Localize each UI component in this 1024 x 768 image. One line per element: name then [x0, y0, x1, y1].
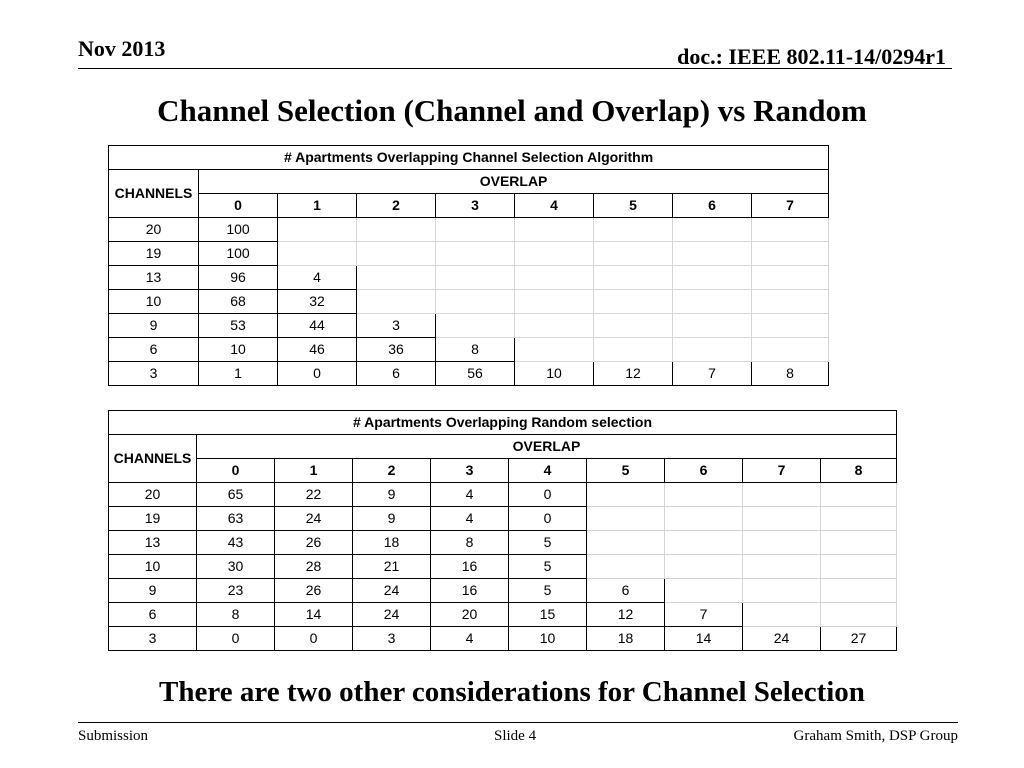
value-cell: 10 [199, 338, 278, 362]
value-cell: 0 [275, 627, 353, 651]
value-cell: 30 [197, 555, 275, 579]
value-cell: 8 [752, 362, 829, 386]
overlap-column-header: 8 [821, 459, 897, 483]
value-cell: 6 [587, 579, 665, 603]
value-cell [665, 579, 743, 603]
value-cell: 14 [275, 603, 353, 627]
value-cell: 5 [509, 531, 587, 555]
overlap-column-header: 1 [278, 194, 357, 218]
value-cell: 1 [199, 362, 278, 386]
value-cell: 4 [278, 266, 357, 290]
value-cell [587, 531, 665, 555]
channel-cell: 13 [109, 531, 197, 555]
value-cell [515, 338, 594, 362]
overlap-column-header: 3 [431, 459, 509, 483]
value-cell [587, 507, 665, 531]
conclusion-statement: There are two other considerations for Channel Selection [159, 676, 865, 708]
value-cell [587, 483, 665, 507]
value-cell: 68 [199, 290, 278, 314]
value-cell: 43 [197, 531, 275, 555]
value-cell [673, 242, 752, 266]
table-row [109, 266, 829, 290]
value-cell: 9 [353, 483, 431, 507]
value-cell [515, 266, 594, 290]
value-cell [673, 218, 752, 242]
value-cell [743, 507, 821, 531]
value-cell: 26 [275, 579, 353, 603]
value-cell: 18 [587, 627, 665, 651]
table-caption: # Apartments Overlapping Random selection [109, 411, 897, 435]
value-cell: 22 [275, 483, 353, 507]
value-cell [515, 242, 594, 266]
channel-cell: 10 [109, 555, 197, 579]
table-row [109, 314, 829, 338]
value-cell: 63 [197, 507, 275, 531]
value-cell: 12 [594, 362, 673, 386]
value-cell: 7 [665, 603, 743, 627]
channels-header: CHANNELS [109, 170, 199, 218]
table-row [109, 362, 829, 386]
value-cell [515, 290, 594, 314]
value-cell: 36 [357, 338, 436, 362]
channel-selection-table [108, 145, 829, 386]
footer-author: Graham Smith, DSP Group [793, 728, 958, 744]
value-cell: 4 [431, 507, 509, 531]
value-cell: 0 [509, 483, 587, 507]
value-cell: 100 [199, 242, 278, 266]
value-cell: 10 [509, 627, 587, 651]
value-cell [665, 531, 743, 555]
overlap-column-header: 1 [275, 459, 353, 483]
channel-cell: 6 [109, 603, 197, 627]
table-row [109, 531, 897, 555]
header-doc-id: doc.: IEEE 802.11-14/0294r1 [677, 44, 946, 69]
value-cell [436, 242, 515, 266]
table-row [109, 579, 897, 603]
value-cell: 9 [353, 507, 431, 531]
channels-header: CHANNELS [109, 435, 197, 483]
value-cell: 15 [509, 603, 587, 627]
value-cell [594, 314, 673, 338]
footer-divider [78, 722, 958, 723]
channel-cell: 20 [109, 218, 199, 242]
value-cell [821, 483, 897, 507]
random-selection-table [108, 410, 897, 651]
table-row [109, 290, 829, 314]
channel-cell: 3 [109, 362, 199, 386]
overlap-column-header: 6 [665, 459, 743, 483]
overlap-column-header: 2 [357, 194, 436, 218]
value-cell [743, 579, 821, 603]
value-cell: 0 [197, 627, 275, 651]
value-cell: 32 [278, 290, 357, 314]
value-cell: 46 [278, 338, 357, 362]
value-cell: 26 [275, 531, 353, 555]
value-cell [436, 290, 515, 314]
value-cell [594, 290, 673, 314]
channel-cell: 9 [109, 579, 197, 603]
overlap-column-header: 7 [743, 459, 821, 483]
table-row [109, 627, 897, 651]
overlap-column-header: 4 [515, 194, 594, 218]
value-cell: 24 [743, 627, 821, 651]
overlap-column-header: 4 [509, 459, 587, 483]
overlap-column-header: 0 [199, 194, 278, 218]
value-cell: 8 [197, 603, 275, 627]
value-cell [743, 483, 821, 507]
value-cell [821, 507, 897, 531]
value-cell [357, 218, 436, 242]
overlap-column-header: 3 [436, 194, 515, 218]
value-cell [357, 266, 436, 290]
table-caption: # Apartments Overlapping Channel Selection Algorithm [109, 146, 829, 170]
value-cell [594, 338, 673, 362]
value-cell [752, 338, 829, 362]
value-cell: 10 [515, 362, 594, 386]
value-cell: 3 [353, 627, 431, 651]
value-cell [752, 218, 829, 242]
value-cell: 5 [509, 579, 587, 603]
value-cell: 8 [436, 338, 515, 362]
value-cell [743, 555, 821, 579]
value-cell: 24 [353, 603, 431, 627]
value-cell: 21 [353, 555, 431, 579]
footer-slide-number: Slide 4 [494, 728, 537, 744]
value-cell [752, 242, 829, 266]
value-cell [665, 483, 743, 507]
value-cell: 14 [665, 627, 743, 651]
channel-cell: 10 [109, 290, 199, 314]
footer-submission: Submission [78, 728, 149, 744]
value-cell [743, 603, 821, 627]
value-cell: 4 [431, 627, 509, 651]
value-cell [665, 555, 743, 579]
value-cell: 53 [199, 314, 278, 338]
value-cell: 44 [278, 314, 357, 338]
channel-cell: 9 [109, 314, 199, 338]
value-cell: 6 [357, 362, 436, 386]
channel-cell: 13 [109, 266, 199, 290]
overlap-column-header: 0 [197, 459, 275, 483]
value-cell [673, 338, 752, 362]
value-cell [821, 555, 897, 579]
channel-cell: 6 [109, 338, 199, 362]
value-cell: 18 [353, 531, 431, 555]
value-cell [821, 531, 897, 555]
value-cell [594, 266, 673, 290]
channel-cell: 19 [109, 507, 197, 531]
overlap-column-header: 5 [587, 459, 665, 483]
value-cell [436, 266, 515, 290]
value-cell [821, 579, 897, 603]
value-cell [587, 555, 665, 579]
overlap-column-header: 2 [353, 459, 431, 483]
value-cell: 24 [275, 507, 353, 531]
value-cell [278, 218, 357, 242]
value-cell [594, 218, 673, 242]
value-cell [673, 314, 752, 338]
value-cell: 20 [431, 603, 509, 627]
slide-title: Channel Selection (Channel and Overlap) vs Random [157, 93, 867, 128]
value-cell [357, 290, 436, 314]
value-cell [515, 314, 594, 338]
value-cell: 4 [431, 483, 509, 507]
header-divider [78, 68, 952, 69]
header-date: Nov 2013 [78, 36, 166, 61]
channel-cell: 20 [109, 483, 197, 507]
table-row [109, 242, 829, 266]
value-cell [515, 218, 594, 242]
channel-cell: 3 [109, 627, 197, 651]
value-cell: 0 [509, 507, 587, 531]
value-cell: 96 [199, 266, 278, 290]
value-cell [752, 290, 829, 314]
value-cell: 5 [509, 555, 587, 579]
overlap-header: OVERLAP [199, 170, 829, 194]
table-row [109, 483, 897, 507]
value-cell [821, 603, 897, 627]
value-cell [357, 242, 436, 266]
value-cell [278, 242, 357, 266]
value-cell [752, 266, 829, 290]
value-cell: 16 [431, 555, 509, 579]
value-cell: 27 [821, 627, 897, 651]
table-row [109, 507, 897, 531]
value-cell [594, 242, 673, 266]
value-cell: 8 [431, 531, 509, 555]
table-row [109, 338, 829, 362]
value-cell: 28 [275, 555, 353, 579]
overlap-header: OVERLAP [197, 435, 897, 459]
table-row [109, 218, 829, 242]
value-cell: 3 [357, 314, 436, 338]
channel-cell: 19 [109, 242, 199, 266]
value-cell: 65 [197, 483, 275, 507]
value-cell: 16 [431, 579, 509, 603]
value-cell: 7 [673, 362, 752, 386]
overlap-column-header: 7 [752, 194, 829, 218]
value-cell [743, 531, 821, 555]
value-cell [436, 218, 515, 242]
overlap-column-header: 5 [594, 194, 673, 218]
value-cell [752, 314, 829, 338]
table-row [109, 603, 897, 627]
value-cell [673, 266, 752, 290]
value-cell: 56 [436, 362, 515, 386]
value-cell [673, 290, 752, 314]
value-cell: 0 [278, 362, 357, 386]
value-cell [665, 507, 743, 531]
value-cell: 12 [587, 603, 665, 627]
overlap-column-header: 6 [673, 194, 752, 218]
value-cell: 100 [199, 218, 278, 242]
value-cell [436, 314, 515, 338]
table-row [109, 555, 897, 579]
value-cell: 24 [353, 579, 431, 603]
value-cell: 23 [197, 579, 275, 603]
